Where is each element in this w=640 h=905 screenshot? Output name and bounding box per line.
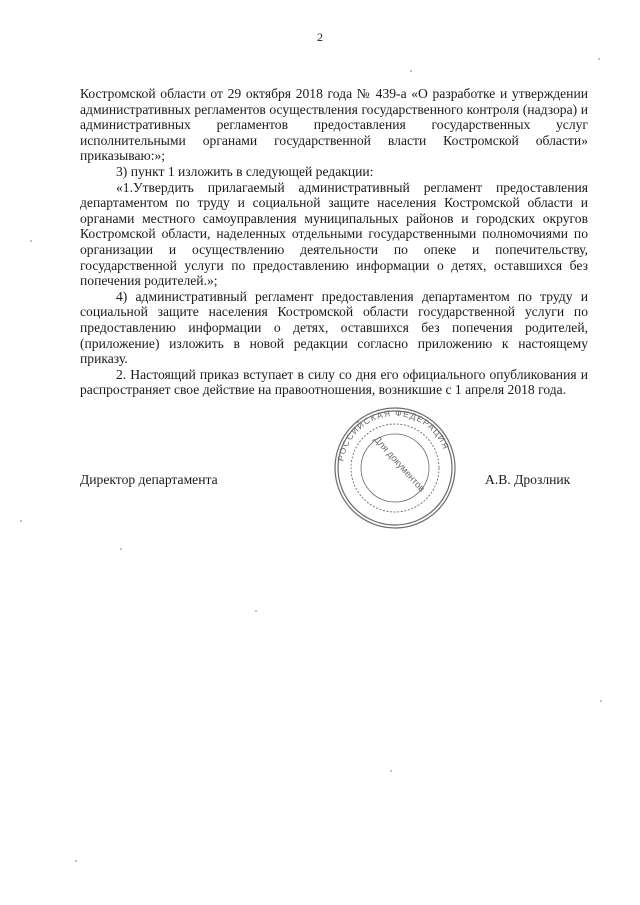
stamp-outer-text: РОССИЙСКАЯ ФЕДЕРАЦИЯ [335, 407, 452, 462]
scan-speck [30, 240, 32, 242]
official-stamp-icon [332, 405, 458, 531]
scan-speck [120, 548, 122, 550]
document-body [80, 86, 588, 398]
signatory-name: А.В. Дрозлник [485, 472, 571, 487]
paragraph-continuation: Костромской области от 29 октября 2018 года № 439-а «О разработке и утверждении административных регламентов осуществления государственного контроля (надзора) и административных регламентов предоставления государственных услуг исполнительными органами государственной власти Костромской области» приказываю:»; [80, 86, 588, 164]
paragraph-item-4: 4) административный регламент предоставления департаментом по труду и социальной защите населения Костромской области государственной услуги по предоставлению информации о детях, оставшихся без попечения родителей, (приложение) изложить в новой редакции согласно приложению к настоящему приказу. [80, 288, 588, 367]
page-number: 2 [317, 30, 323, 44]
stamp-center-text: Для документов [371, 434, 427, 495]
scan-speck [410, 70, 412, 72]
scan-speck [598, 58, 600, 60]
scan-speck [390, 770, 392, 772]
signatory-position: Директор департамента [80, 472, 218, 487]
scan-speck [20, 520, 22, 522]
paragraph-item-3: 3) пункт 1 изложить в следующей редакции: [116, 163, 374, 179]
scan-speck [255, 610, 257, 612]
scan-speck [600, 700, 602, 702]
scan-speck [75, 860, 77, 862]
paragraph-effective-date: 2. Настоящий приказ вступает в силу со дня его официального опубликования и распространяет свое действие на правоотношения, возникшие с 1 апреля 2018 года. [80, 366, 588, 398]
paragraph-quoted-clause: «1.Утвердить прилагаемый административный регламент предоставления департаментом по труду и социальной защите населения Костромской области и органами местного самоуправления муниципальных районов и городских округов Костромской области, наделенных отдельными государственными полномочиями по организации и осуществлению деятельности по опеке и попечительству, государственной услуги по предоставлению информации о детях, оставшихся без попечения родителей.»; [80, 179, 588, 289]
